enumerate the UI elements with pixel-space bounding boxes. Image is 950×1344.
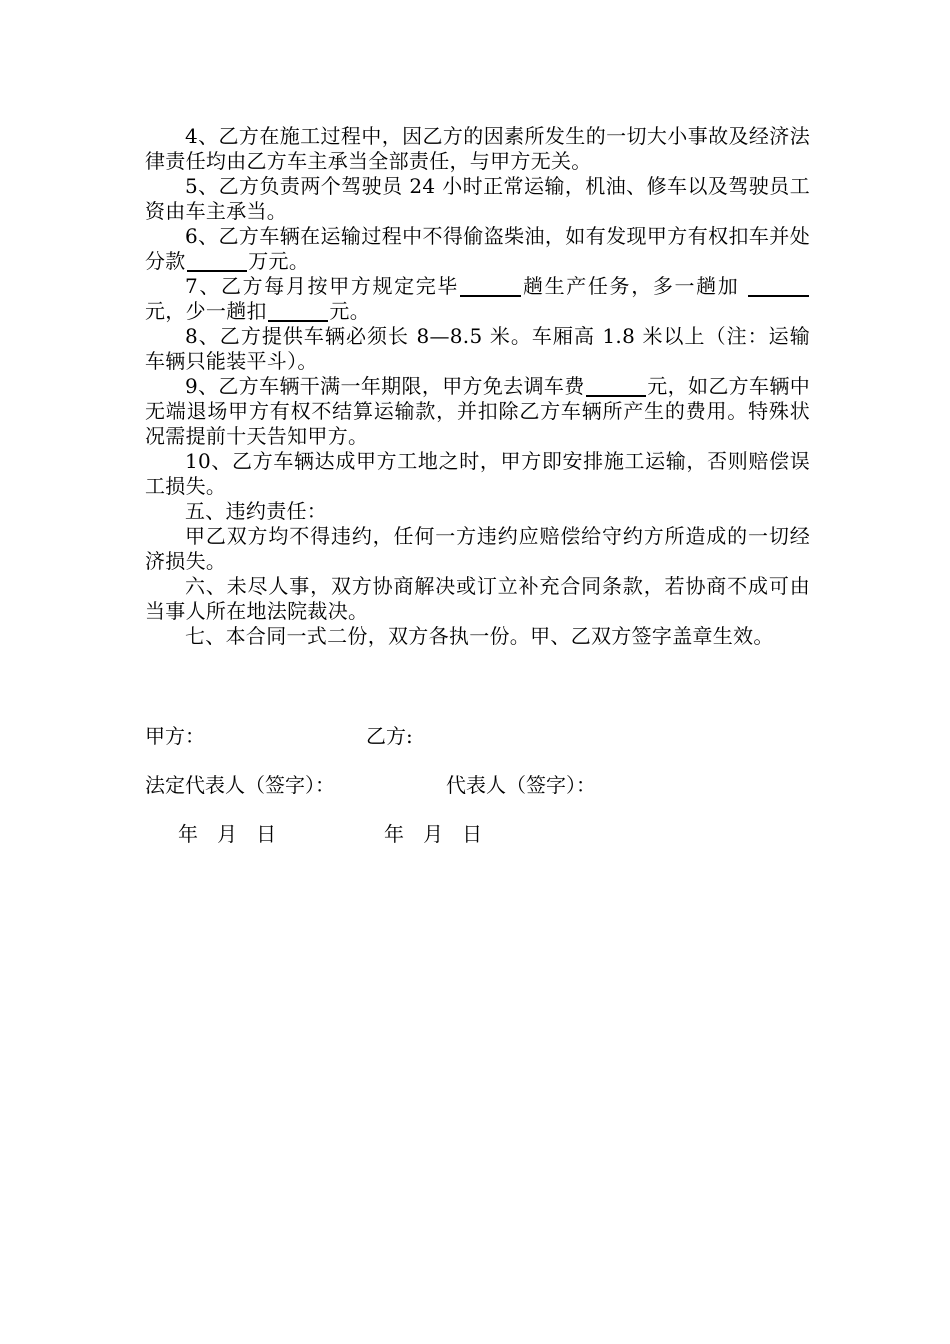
clause-p5 xyxy=(145,174,810,224)
party-a-date: 年 月 日 xyxy=(178,822,277,846)
clause-text: 10、乙方车辆达成甲方工地之时，甲方即安排施工运输，否则赔偿误工损失。 xyxy=(145,449,810,498)
clause-s7 xyxy=(145,624,810,649)
clause-text: 4、乙方在施工过程中，因乙方的因素所发生的一切大小事故及经济法律责任均由乙方车主承当全部责任，与甲方无关。 xyxy=(145,124,810,173)
fill-in-blank xyxy=(187,252,248,272)
clause-text: 元，如乙方车辆中无端退场甲方有权不结算运输款，并扣除乙方车辆所产生的费用。特殊状况需提前十天告知甲方。 xyxy=(145,374,810,448)
signature-block xyxy=(145,720,810,867)
clause-text: 万元。 xyxy=(248,249,310,273)
clause-s5 xyxy=(145,499,810,524)
fill-in-blank xyxy=(460,277,521,297)
contract-body xyxy=(145,124,810,649)
clause-text: 六、未尽人事，双方协商解决或订立补充合同条款，若协商不成可由当事人所在地法院裁决。 xyxy=(145,574,810,623)
party-a-label: 甲方： xyxy=(145,724,205,748)
party-b-date: 年 月 日 xyxy=(384,822,483,846)
clause-p8 xyxy=(145,324,810,374)
clause-text: 5、乙方负责两个驾驶员 24 小时正常运输，机油、修车以及驾驶员工资由车主承当。 xyxy=(145,174,810,223)
clause-p10 xyxy=(145,449,810,499)
clause-text: 五、违约责任： xyxy=(185,499,328,523)
clause-p9 xyxy=(145,374,810,449)
clause-text: 元。 xyxy=(329,299,371,323)
party-a-representative-label: 法定代表人（签字）： xyxy=(145,773,335,797)
clause-s5body xyxy=(145,524,810,574)
fill-in-blank xyxy=(586,377,647,397)
clause-text: 9、乙方车辆干满一年期限，甲方免去调车费 xyxy=(185,374,585,398)
fill-in-blank xyxy=(748,277,809,297)
clause-text: 元，少一趟扣 xyxy=(145,299,267,323)
clause-p7 xyxy=(145,274,810,324)
clause-p4 xyxy=(145,124,810,174)
date-row xyxy=(145,818,810,867)
representative-row xyxy=(145,769,810,818)
party-b-representative-label: 代表人（签字）： xyxy=(446,773,596,797)
clause-text: 趟生产任务，多一趟加 xyxy=(521,274,748,298)
party-b-label: 乙方: xyxy=(366,724,413,748)
clause-s6 xyxy=(145,574,810,624)
clause-text: 7、乙方每月按甲方规定完毕 xyxy=(185,274,460,298)
clause-text: 甲乙双方均不得违约，任何一方违约应赔偿给守约方所造成的一切经济损失。 xyxy=(145,524,810,573)
clause-text: 七、本合同一式二份，双方各执一份。甲、乙双方签字盖章生效。 xyxy=(185,624,774,648)
party-row xyxy=(145,720,810,769)
fill-in-blank xyxy=(268,302,329,322)
clause-text: 8、乙方提供车辆必须长 8—8.5 米。车厢高 1.8 米以上（注：运输车辆只能装平斗）。 xyxy=(145,324,810,373)
clause-p6 xyxy=(145,224,810,274)
clause-text: 6、乙方车辆在运输过程中不得偷盗柴油，如有发现甲方有权扣车并处分款 xyxy=(145,224,810,273)
